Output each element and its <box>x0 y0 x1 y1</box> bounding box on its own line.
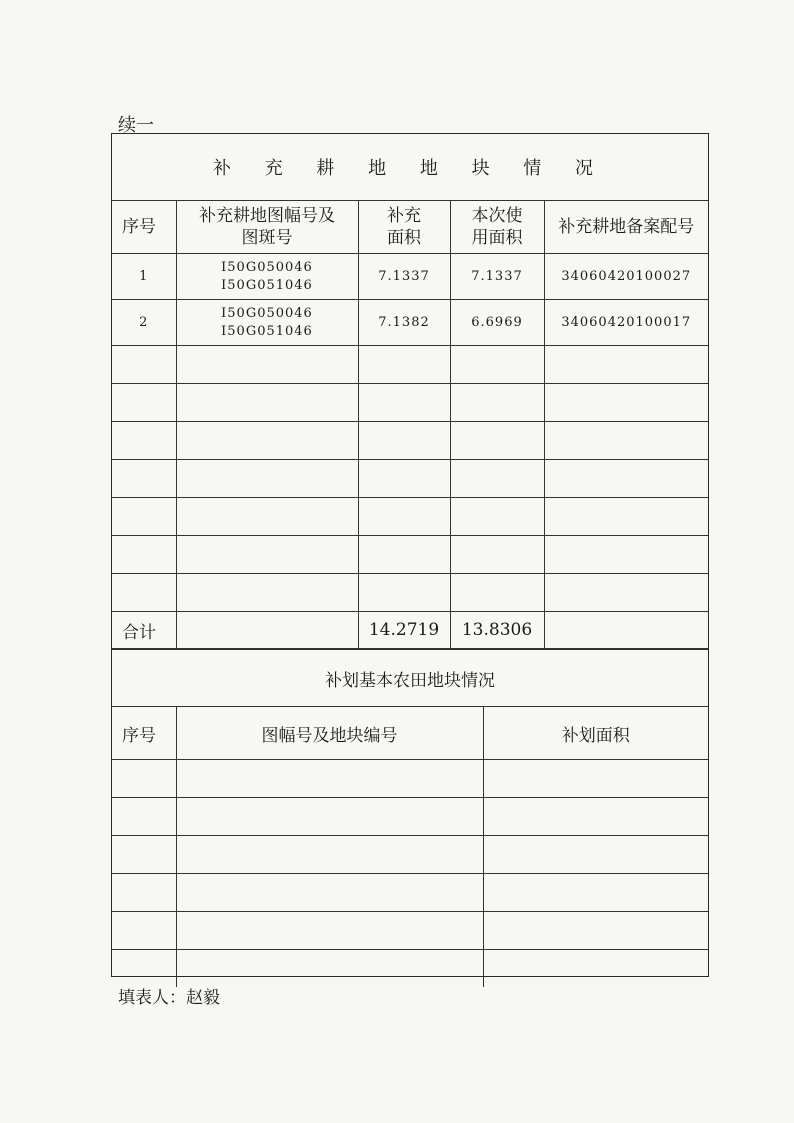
empty-cell <box>112 836 176 874</box>
empty-cell <box>358 574 450 612</box>
empty-cell <box>450 346 544 384</box>
supplementary-farmland-table <box>112 134 708 649</box>
total-used-area: 13.8306 <box>450 612 544 649</box>
header-used-line2: 用面积 <box>471 228 523 248</box>
empty-cell <box>112 422 176 460</box>
empty-cell <box>176 384 358 422</box>
empty-cell <box>483 836 708 874</box>
row-used-area: 7.1337 <box>450 254 544 300</box>
row-map-number <box>176 254 358 300</box>
total-area: 14.2719 <box>358 612 450 649</box>
form-frame <box>111 133 709 977</box>
empty-row <box>112 536 708 574</box>
empty-cell <box>112 760 176 798</box>
empty-cell <box>358 384 450 422</box>
empty-cell <box>112 346 176 384</box>
empty-cell <box>112 912 176 950</box>
empty-cell <box>358 536 450 574</box>
row-area: 7.1382 <box>358 300 450 346</box>
total-label: 合计 <box>112 612 176 649</box>
empty-cell <box>176 912 483 950</box>
empty-row <box>112 498 708 536</box>
header-area-line1: 补充 <box>387 206 421 226</box>
empty-cell <box>176 498 358 536</box>
row-map-1: I50G050046 <box>221 259 313 275</box>
section2-header-row <box>112 707 708 760</box>
filler-label: 填表人： <box>118 988 186 1008</box>
empty-cell <box>176 612 358 649</box>
row-seq: 1 <box>112 254 176 300</box>
section1-title: 补 充 耕 地 地 块 情 况 <box>112 134 708 201</box>
empty-cell <box>112 536 176 574</box>
row-map-1: I50G050046 <box>221 305 313 321</box>
empty-cell <box>358 498 450 536</box>
empty-cell <box>544 422 708 460</box>
header-area-line2: 面积 <box>387 228 421 248</box>
empty-row <box>112 346 708 384</box>
empty-cell <box>358 460 450 498</box>
empty-cell <box>450 498 544 536</box>
empty-cell <box>544 460 708 498</box>
row-record-number: 34060420100017 <box>544 300 708 346</box>
empty-cell <box>112 498 176 536</box>
empty-cell <box>112 950 176 988</box>
empty-cell <box>483 798 708 836</box>
empty-cell <box>112 574 176 612</box>
header-seq: 序号 <box>112 707 176 760</box>
empty-cell <box>176 836 483 874</box>
empty-row <box>112 760 708 798</box>
empty-cell <box>176 536 358 574</box>
empty-row <box>112 384 708 422</box>
empty-row <box>112 874 708 912</box>
empty-cell <box>176 422 358 460</box>
empty-cell <box>450 460 544 498</box>
empty-cell <box>112 874 176 912</box>
empty-cell <box>544 346 708 384</box>
empty-cell <box>176 460 358 498</box>
table-row <box>112 300 708 346</box>
section2-title: 补划基本农田地块情况 <box>112 650 708 707</box>
empty-row <box>112 460 708 498</box>
empty-cell <box>544 498 708 536</box>
filler-name: 赵毅 <box>186 988 220 1008</box>
empty-row <box>112 798 708 836</box>
section1-header-row <box>112 201 708 254</box>
empty-row <box>112 574 708 612</box>
empty-cell <box>176 346 358 384</box>
row-used-area: 6.6969 <box>450 300 544 346</box>
continuation-label: 续一 <box>118 115 154 136</box>
empty-cell <box>358 346 450 384</box>
empty-cell <box>483 912 708 950</box>
empty-cell <box>544 574 708 612</box>
header-map-block-number: 图幅号及地块编号 <box>176 707 483 760</box>
empty-cell <box>544 612 708 649</box>
empty-cell <box>483 950 708 988</box>
row-map-number <box>176 300 358 346</box>
empty-cell <box>176 950 483 988</box>
empty-row <box>112 836 708 874</box>
empty-cell <box>176 798 483 836</box>
row-seq: 2 <box>112 300 176 346</box>
empty-cell <box>112 384 176 422</box>
header-map-line1: 补充耕地图幅号及 <box>199 206 335 226</box>
empty-cell <box>176 574 358 612</box>
empty-cell <box>544 384 708 422</box>
table-row <box>112 254 708 300</box>
header-map-line2: 图斑号 <box>241 228 293 248</box>
empty-cell <box>176 874 483 912</box>
empty-cell <box>450 422 544 460</box>
empty-cell <box>112 460 176 498</box>
header-used-line1: 本次使 <box>471 206 523 226</box>
header-record-number: 补充耕地备案配号 <box>544 201 708 254</box>
empty-row <box>112 912 708 950</box>
empty-cell <box>450 384 544 422</box>
empty-row <box>112 950 708 988</box>
row-map-2: I50G051046 <box>221 323 313 339</box>
header-area <box>358 201 450 254</box>
header-seq: 序号 <box>112 201 176 254</box>
empty-cell <box>176 760 483 798</box>
empty-cell <box>358 422 450 460</box>
header-used-area <box>450 201 544 254</box>
header-supplement-area: 补划面积 <box>483 707 708 760</box>
form-filler <box>118 983 220 1008</box>
row-record-number: 34060420100027 <box>544 254 708 300</box>
total-row <box>112 612 708 649</box>
empty-cell <box>483 874 708 912</box>
row-map-2: I50G051046 <box>221 277 313 293</box>
empty-cell <box>112 798 176 836</box>
row-area: 7.1337 <box>358 254 450 300</box>
header-map-number <box>176 201 358 254</box>
empty-cell <box>450 574 544 612</box>
empty-cell <box>483 760 708 798</box>
basic-farmland-table <box>112 649 708 987</box>
empty-cell <box>544 536 708 574</box>
empty-row <box>112 422 708 460</box>
empty-cell <box>450 536 544 574</box>
